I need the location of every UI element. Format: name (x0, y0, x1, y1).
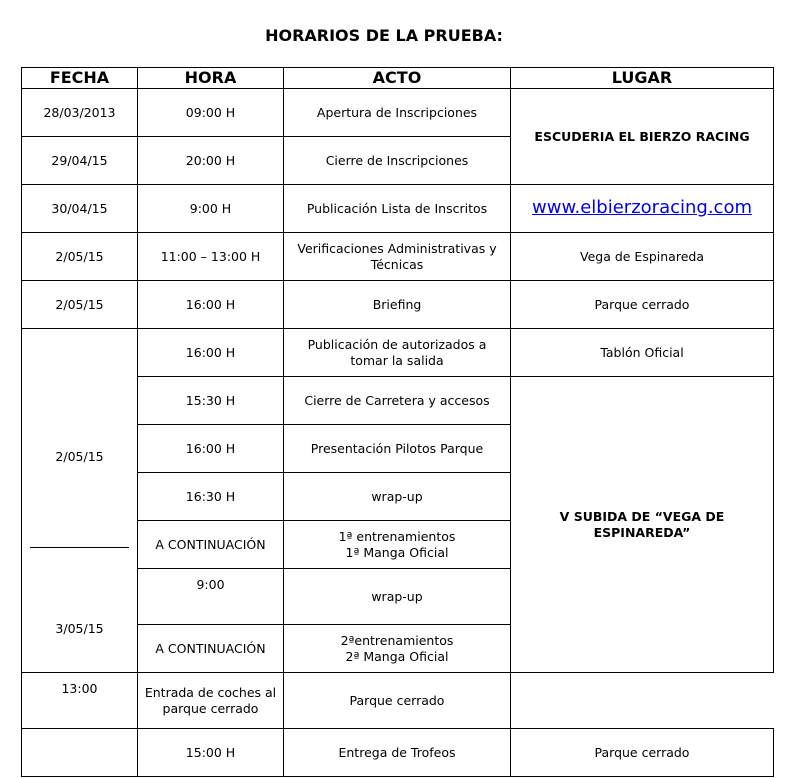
cell-hora: 15:30 H (138, 377, 284, 425)
cell-acto: Entrada de coches al parque cerrado (138, 673, 284, 729)
cell-acto: wrap-up (284, 569, 511, 625)
cell-acto: Cierre de Carretera y accesos (284, 377, 511, 425)
header-hora: HORA (138, 68, 284, 89)
cell-acto: 1ª entrenamientos 1ª Manga Oficial (284, 521, 511, 569)
cell-acto: Entrega de Trofeos (284, 729, 511, 777)
cell-fecha: 28/03/2013 (22, 89, 138, 137)
header-acto: ACTO (284, 68, 511, 89)
header-fecha: FECHA (22, 68, 138, 89)
table-row (22, 89, 774, 137)
cell-acto: Cierre de Inscripciones (284, 137, 511, 185)
cell-acto: Briefing (284, 281, 511, 329)
cell-hora: A CONTINUACIÓN (138, 521, 284, 569)
cell-fecha: 29/04/15 (22, 137, 138, 185)
fecha-group-top: 2/05/15 (55, 449, 104, 464)
cell-hora: 16:00 H (138, 281, 284, 329)
cell-lugar-subida: V SUBIDA DE “VEGA DE ESPINAREDA” (511, 377, 774, 673)
cell-acto: Verificaciones Administrativas y Técnicas (284, 233, 511, 281)
cell-hora: 15:00 H (138, 729, 284, 777)
cell-lugar: Vega de Espinareda (511, 233, 774, 281)
page-title: HORARIOS DE LA PRUEBA: (265, 26, 503, 45)
cell-lugar: Tablón Oficial (511, 329, 774, 377)
cell-hora: 11:00 – 13:00 H (138, 233, 284, 281)
header-row (22, 68, 774, 89)
cell-lugar: Parque cerrado (284, 673, 511, 729)
fecha-divider (30, 547, 129, 548)
cell-lugar (511, 185, 774, 233)
cell-lugar: Parque cerrado (511, 281, 774, 329)
cell-hora: 20:00 H (138, 137, 284, 185)
cell-acto: wrap-up (284, 473, 511, 521)
cell-acto: Presentación Pilotos Parque (284, 425, 511, 473)
header-lugar: LUGAR (511, 68, 774, 89)
cell-fecha: 30/04/15 (22, 185, 138, 233)
cell-hora: 9:00 (138, 569, 284, 625)
website-link[interactable]: www.elbierzoracing.com (532, 197, 752, 218)
cell-lugar: Parque cerrado (511, 729, 774, 777)
cell-hora: 13:00 (22, 673, 138, 729)
cell-acto: Apertura de Inscripciones (284, 89, 511, 137)
cell-hora: 16:00 H (138, 425, 284, 473)
table-row (22, 233, 774, 281)
cell-fecha-merged (22, 329, 138, 673)
cell-acto: Publicación Lista de Inscritos (284, 185, 511, 233)
cell-hora: 09:00 H (138, 89, 284, 137)
table-row (22, 185, 774, 233)
table-row (22, 673, 774, 729)
cell-fecha: 2/05/15 (22, 233, 138, 281)
fecha-group-bottom: 3/05/15 (55, 621, 104, 636)
cell-hora: 16:30 H (138, 473, 284, 521)
schedule-table (21, 67, 774, 777)
cell-hora: 16:00 H (138, 329, 284, 377)
cell-hora: A CONTINUACIÓN (138, 625, 284, 673)
cell-fecha: 2/05/15 (22, 281, 138, 329)
cell-acto: Publicación de autorizados a tomar la salida (284, 329, 511, 377)
cell-fecha-empty (22, 729, 138, 777)
table-row (22, 281, 774, 329)
cell-hora: 9:00 H (138, 185, 284, 233)
cell-lugar-escuderia: ESCUDERIA EL BIERZO RACING (511, 89, 774, 185)
table-row (22, 329, 774, 377)
table-row (22, 729, 774, 777)
cell-acto: 2ªentrenamientos 2ª Manga Oficial (284, 625, 511, 673)
